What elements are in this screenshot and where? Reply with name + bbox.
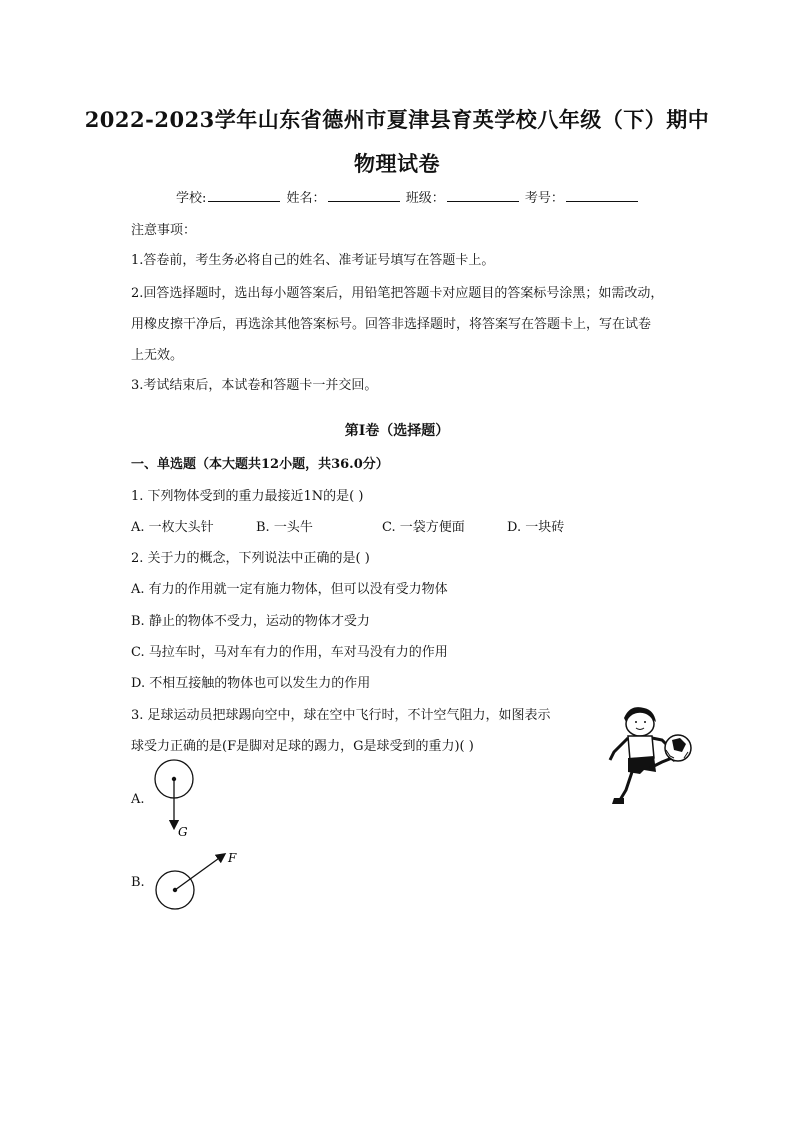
notice-item-2-end: 上无效。 <box>131 348 184 363</box>
q3-option-a-diagram <box>150 758 210 844</box>
notice-item-3: 3.考试结束后，本试卷和答题卡一并交回。 <box>131 378 378 393</box>
q2-option-b[interactable]: B. 静止的物体不受力，运动的物体才受力 <box>131 614 370 629</box>
section-title: 第I卷（选择题） <box>344 423 450 439</box>
q1-stem: 1. 下列物体受到的重力最接近1N的是( ) <box>131 489 364 504</box>
q1-option-a[interactable]: A. 一枚大头针 <box>131 520 214 535</box>
q2-stem: 2. 关于力的概念，下列说法中正确的是( ) <box>131 551 370 566</box>
exam-title-line1: 2022-2023学年山东省德州市夏津县育英学校八年级（下）期中 <box>84 107 710 132</box>
q3-option-b[interactable]: B. <box>131 875 145 890</box>
q3-option-b-diagram <box>150 846 250 916</box>
q3-stem-line1: 3. 足球运动员把球踢向空中，球在空中飞行时，不计空气阻力，如图表示 <box>131 708 551 723</box>
notice-heading: 注意事项： <box>131 223 197 238</box>
class-blank[interactable] <box>447 189 519 202</box>
school-blank[interactable] <box>208 189 280 202</box>
q2-option-a[interactable]: A. 有力的作用就一定有施力物体，但可以没有受力物体 <box>131 582 448 597</box>
soccer-player-illustration <box>600 700 700 808</box>
q3-option-a[interactable]: A. <box>131 792 145 807</box>
notice-item-1: 1.答卷前，考生务必将自己的姓名、准考证号填写在答题卡上。 <box>131 253 495 268</box>
part1-heading: 一、单选题（本大题共12小题，共36.0分） <box>131 457 389 472</box>
q2-option-c[interactable]: C. 马拉车时，马对车有力的作用，车对马没有力的作用 <box>131 645 448 660</box>
q3-stem-line2: 球受力正确的是(F是脚对足球的踢力，G是球受到的重力)( ) <box>131 739 474 754</box>
q1-option-c[interactable]: C. 一袋方便面 <box>382 520 465 535</box>
exam-no-label: 考号： <box>524 191 564 206</box>
exam-no-blank[interactable] <box>566 189 638 202</box>
name-label: 姓名： <box>286 191 326 206</box>
notice-item-2-cont: 用橡皮擦干净后，再选涂其他答案标号。回答非选择题时，将答案写在答题卡上，写在试卷 <box>131 317 652 332</box>
q1-option-d[interactable]: D. 一块砖 <box>507 520 565 535</box>
q1-option-b[interactable]: B. 一头牛 <box>256 520 313 535</box>
name-blank[interactable] <box>328 189 400 202</box>
q2-option-d[interactable]: D. 不相互接触的物体也可以发生力的作用 <box>131 676 371 691</box>
label-f: F <box>228 851 237 865</box>
exam-title-line2: 物理试卷 <box>354 151 440 176</box>
student-info-row <box>176 187 640 206</box>
school-label: 学校: <box>176 191 207 206</box>
notice-item-2: 2.回答选择题时，选出每小题答案后，用铅笔把答题卡对应题目的答案标号涂黑；如需改动， <box>131 286 664 301</box>
label-g: G <box>178 825 188 839</box>
class-label: 班级： <box>405 191 445 206</box>
